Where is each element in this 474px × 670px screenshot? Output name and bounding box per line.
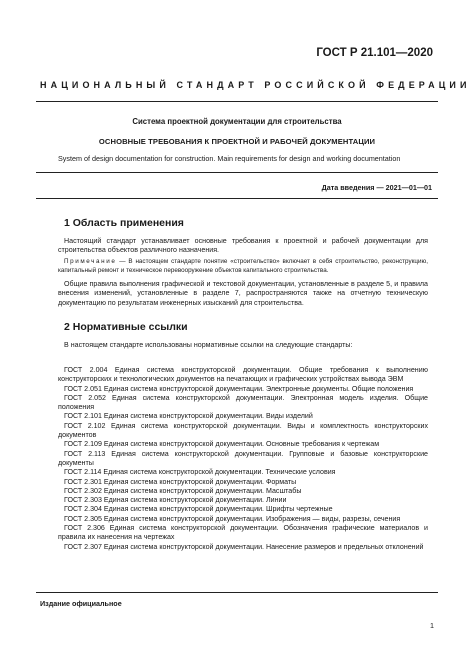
reference-item: ГОСТ 2.102 Единая система конструкторской документации. Виды и комплектность конструкторских документов (58, 421, 428, 440)
scope-note (58, 258, 428, 275)
section-heading-scope: 1 Область применения (64, 217, 184, 229)
section-heading-references: 2 Нормативные ссылки (64, 321, 188, 333)
introduction-date: Дата введения — 2021—01—01 (321, 183, 432, 192)
page-number: 1 (430, 621, 434, 630)
reference-item: ГОСТ 2.302 Единая система конструкторской документации. Масштабы (64, 486, 302, 495)
reference-item: ГОСТ 2.051 Единая система конструкторской документации. Электронные документы. Общие положения (64, 384, 414, 393)
references-list (58, 366, 428, 552)
reference-item: ГОСТ 2.113 Единая система конструкторской документации. Групповые и базовые конструкторские документы (58, 449, 428, 467)
scope-paragraph-2: Общие правила выполнения графической и текстовой документации, установленные в разделе 5, и правила внесения изменений, установленные в разделе 7, распространяются также на отчетную техническую документацию по результатам инженерных изысканий для строительства. (58, 280, 428, 307)
divider-top (36, 101, 438, 102)
scope-paragraph: Настоящий стандарт устанавливает основные требования к проектной и рабочей документации для строительства объектов различного назначения. (58, 237, 428, 255)
reference-item: ГОСТ 2.305 Единая система конструкторской документации. Изображения — виды, разрезы, сечения (64, 514, 401, 523)
document-title: ОСНОВНЫЕ ТРЕБОВАНИЯ К ПРОЕКТНОЙ И РАБОЧЕЙ ДОКУМЕНТАЦИИ (98, 137, 376, 146)
references-intro: В настоящем стандарте использованы нормативные ссылки на следующие стандарты: (64, 341, 353, 349)
reference-item: ГОСТ 2.114 Единая система конструкторской документации. Технические условия (64, 468, 336, 477)
reference-item: ГОСТ 2.052 Единая система конструкторской документации. Электронная модель изделия. Общие положения (58, 393, 428, 412)
standard-number: ГОСТ Р 21.101—2020 (316, 47, 433, 59)
english-title: System of design documentation for construction. Main requirements for design and working documentation (58, 154, 401, 163)
official-edition-label: Издание официальное (40, 599, 122, 608)
reference-item: ГОСТ 2.109 Единая система конструкторской документации. Основные требования к чертежам (64, 440, 380, 449)
reference-item: ГОСТ 2.004 Единая система конструкторской документации. Общие требования к выполнению конструкторских и технологических документов на печатающих и графических устройствах вывода ЭВМ (58, 366, 428, 384)
reference-item: ГОСТ 2.101 Единая система конструкторской документации. Виды изделий (64, 412, 313, 421)
national-standard-banner: НАЦИОНАЛЬНЫЙ СТАНДАРТ РОССИЙСКОЙ ФЕДЕРАЦИИ (40, 80, 471, 90)
reference-item: ГОСТ 2.304 Единая система конструкторской документации. Шрифты чертежные (64, 505, 333, 514)
system-title: Система проектной документации для строительства (132, 117, 342, 126)
reference-item: ГОСТ 2.307 Единая система конструкторской документации. Нанесение размеров и предельных отклонений (64, 542, 424, 551)
note-label: Примечание (64, 258, 117, 265)
reference-item: ГОСТ 2.306 Единая система конструкторской документации. Обозначения графические материалов и правила их нанесения на чертежах (58, 524, 428, 542)
divider-date (36, 198, 438, 199)
reference-item: ГОСТ 2.303 Единая система конструкторской документации. Линии (64, 496, 287, 505)
note-text: — В настоящем стандарте понятие «строительство» включает в себя строительство, реконструкцию, капитальный ремонт и техническое перевооружение объектов капитального строительства. (58, 258, 428, 274)
divider-middle (36, 172, 438, 173)
divider-footer (36, 592, 438, 593)
reference-item: ГОСТ 2.301 Единая система конструкторской документации. Форматы (64, 477, 297, 486)
